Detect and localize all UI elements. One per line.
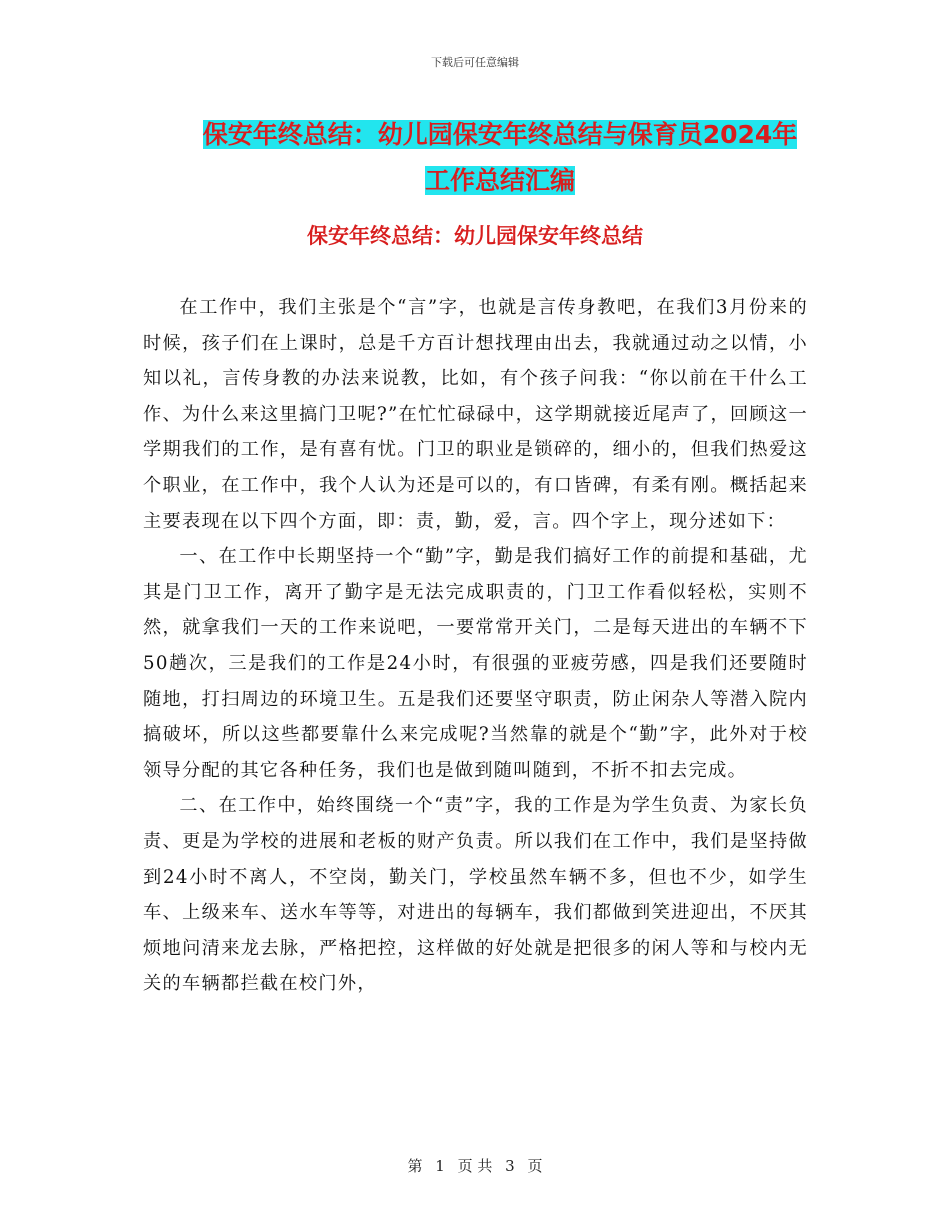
page-footer — [0, 1155, 950, 1176]
page-number: 1 — [435, 1157, 445, 1175]
document-title-line-1: 保安年终总结：幼儿园保安年终总结与保育员2024年 — [202, 120, 798, 149]
section-title: 保安年终总结：幼儿园保安年终总结 — [307, 224, 643, 248]
page-total: 3 — [505, 1157, 515, 1175]
paragraph: 二、在工作中，始终围绕一个“责”字，我的工作是为学生负责、为家长负责、更是为学校的进展和老板的财产负责。所以我们在工作中，我们是坚持做到24小时不离人，不空岗，勤关门，学校虽然车辆不多，但也不少，如学生车、上级来车、送水车等等，对进出的每辆车，我们都做到笑进迎出，不厌其烦地问清来龙去脉，严格把控，这样做的好处就是把很多的闲人等和与校内无关的车辆都拦截在校门外， — [143, 795, 808, 995]
body-text — [143, 290, 808, 1002]
document-title — [150, 112, 850, 204]
footer-prefix: 第 — [407, 1157, 423, 1175]
header-note: 下载后可任意编辑 — [431, 56, 519, 69]
footer-suffix: 页 — [527, 1157, 543, 1175]
paragraph: 在工作中，我们主张是个“言”字，也就是言传身教吧，在我们3月份来的时候，孩子们在上课时，总是千方百计想找理由出去，我就通过动之以情，小知以礼，言传身教的办法来说教，比如，有个孩子问我：“你以前在干什么工作、为什么来这里搞门卫呢?”在忙忙碌碌中，这学期就接近尾声了，回顾这一学期我们的工作，是有喜有忧。门卫的职业是锁碎的，细小的，但我们热爱这个职业，在工作中，我个人认为还是可以的，有口皆碑，有柔有刚。概括起来主要表现在以下四个方面，即：责，勤，爱，言。四个字上，现分述如下： — [143, 297, 808, 532]
footer-middle: 页 共 — [457, 1157, 493, 1175]
document-title-line-2: 工作总结汇编 — [424, 166, 575, 195]
paragraph: 一、在工作中长期坚持一个“勤”字，勤是我们搞好工作的前提和基础，尤其是门卫工作，离开了勤字是无法完成职责的，门卫工作看似轻松，实则不然，就拿我们一天的工作来说吧，一要常常开关门，二是每天进出的车辆不下50趟次，三是我们的工作是24小时，有很强的亚疲劳感，四是我们还要随时随地，打扫周边的环境卫生。五是我们还要坚守职责，防止闲杂人等潜入院内搞破坏，所以这些都要靠什么来完成呢?当然靠的就是个“勤”字，此外对于校领导分配的其它各种任务，我们也是做到随叫随到，不折不扣去完成。 — [143, 546, 808, 781]
